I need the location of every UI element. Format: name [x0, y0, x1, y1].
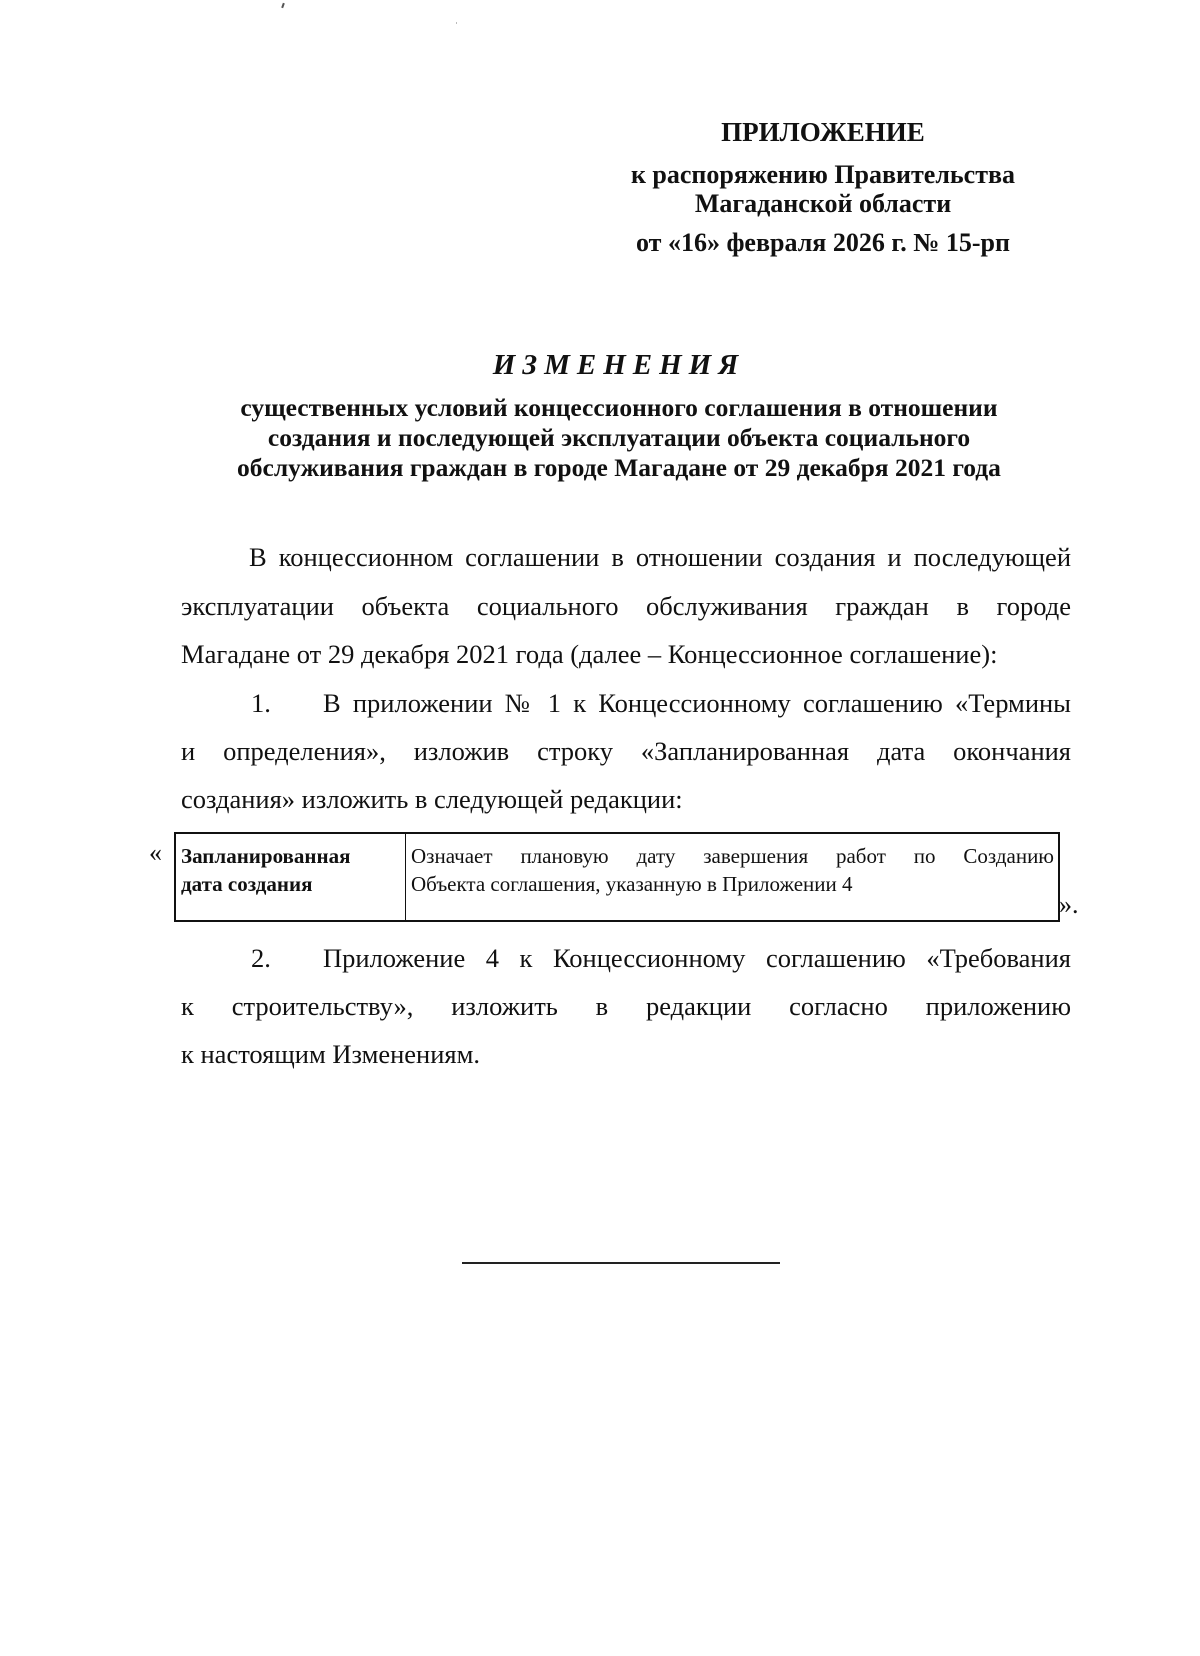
intro-line-2: эксплуатации объекта социального обслуживания граждан в городе	[181, 591, 1071, 621]
end-rule	[462, 1262, 780, 1264]
term-cell	[175, 833, 406, 921]
term-line-2: дата создания	[181, 872, 313, 896]
item-1-line-2: и определения», изложив строку «Запланированная дата окончания	[181, 736, 1071, 766]
item-2-line-2: к строительству», изложить в редакции согласно приложению	[181, 991, 1071, 1021]
definition-line-1: Означает плановую дату завершения работ по Созданию	[411, 844, 1054, 868]
definition-line-2: Объекта соглашения, указанную в Приложении 4	[411, 872, 853, 896]
item-2-line-3: к настоящим Изменениям.	[181, 1039, 481, 1069]
scan-speck	[456, 22, 457, 24]
definition-cell	[406, 833, 1060, 921]
appendix-line-2: Магаданской области	[694, 189, 952, 218]
heading-subtitle-2: создания и последующей эксплуатации объекта социального	[267, 423, 971, 452]
table-open-quote: «	[149, 838, 162, 867]
table-close-quote: ».	[1059, 890, 1079, 919]
definition-table	[174, 832, 1060, 922]
item-2-line-1: Приложение 4 к Концессионному соглашению «Требования	[323, 943, 1071, 973]
heading-subtitle-1: существенных условий концессионного соглашения в отношении	[240, 393, 998, 422]
appendix-date-number: от «16» февраля 2026 г. № 15-рп	[636, 228, 1010, 257]
heading-subtitle-3: обслуживания граждан в городе Магадане от 29 декабря 2021 года	[237, 453, 1001, 482]
scan-speck	[281, 3, 285, 8]
appendix-title: ПРИЛОЖЕНИЕ	[721, 117, 925, 147]
term-line-1: Запланированная	[181, 844, 351, 868]
heading-title: ИЗМЕНЕНИЯ	[492, 349, 746, 381]
item-1-line-1: В приложении № 1 к Концессионному соглашению «Термины	[323, 688, 1071, 718]
item-1-line-3: создания» изложить в следующей редакции:	[181, 784, 683, 814]
item-2-number: 2.	[251, 943, 271, 973]
appendix-line-1: к распоряжению Правительства	[630, 160, 1016, 189]
item-1-number: 1.	[251, 688, 271, 718]
intro-line-1: В концессионном соглашении в отношении создания и последующей	[249, 542, 1071, 572]
intro-line-3: Магадане от 29 декабря 2021 года (далее – Концессионное соглашение):	[181, 639, 998, 669]
table-row	[175, 833, 1059, 921]
